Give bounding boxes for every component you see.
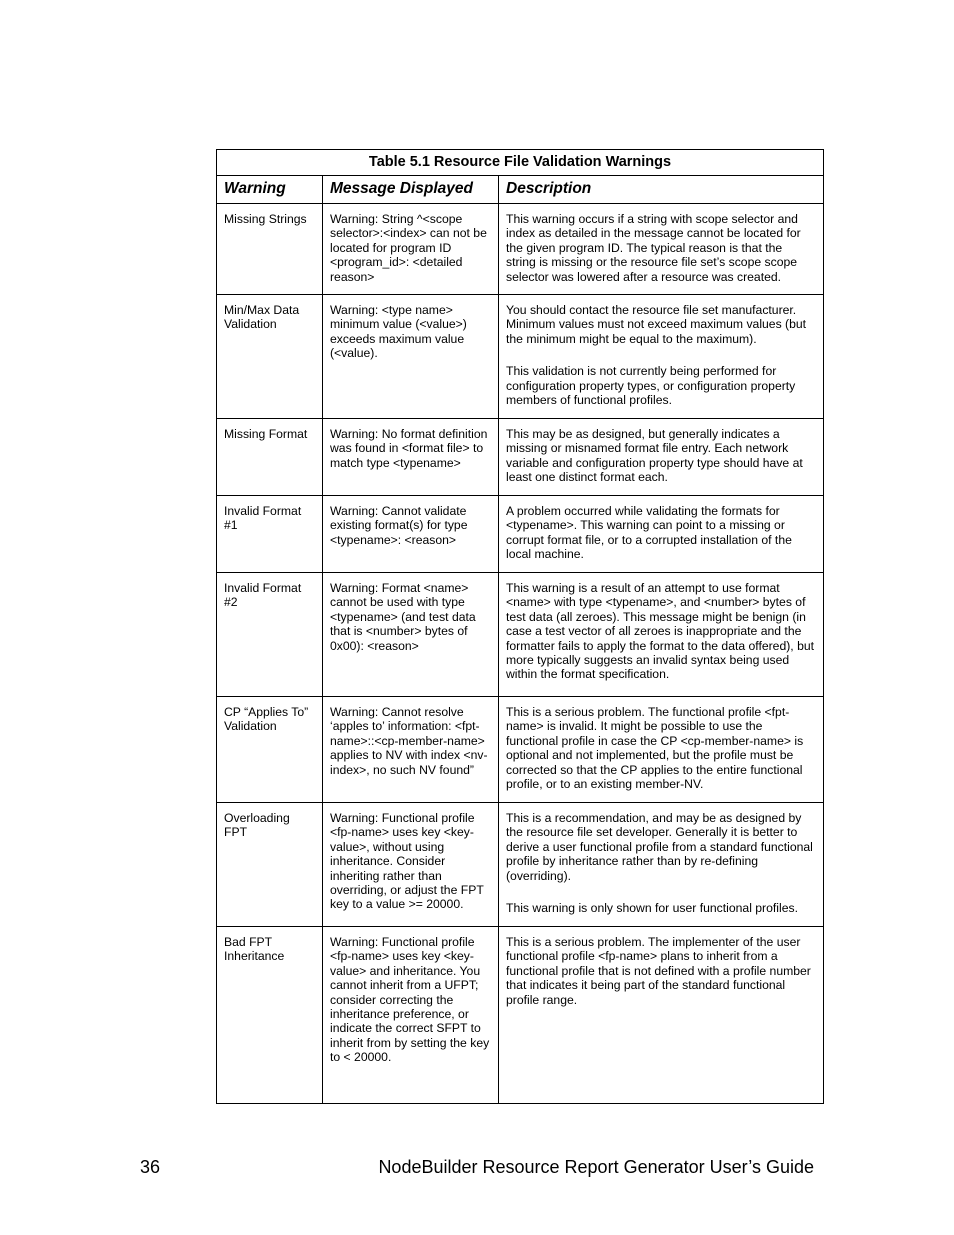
description-cell	[499, 573, 824, 697]
description-paragraph: This validation is not currently being performed for configuration property types, or configuration property members of functional profiles.	[506, 364, 796, 408]
table-row	[217, 803, 824, 927]
table-caption: Table 5.1 Resource File Validation Warnings	[217, 150, 824, 176]
table-row	[217, 496, 824, 573]
footer-title: NodeBuilder Resource Report Generator User’s Guide	[378, 1157, 814, 1177]
page-number: 36	[140, 1157, 161, 1177]
column-header-warning: Warning	[217, 176, 323, 204]
table-row	[217, 295, 824, 419]
message-cell: Warning: Functional profile <fp-name> uses key <key-value> and inheritance. You cannot inherit from a UFPT; consider correcting the inheritance preference, or indicate the correct SFPT to inherit from by setting the key to < 20000.	[323, 927, 499, 1104]
description-paragraph: This warning occurs if a string with scope selector and index as detailed in the message cannot be located for the given program ID. The typical reason is that the string is missing or the resource file set’s scope scope selector was lowered after a resource was created.	[506, 212, 801, 284]
table-row	[217, 927, 824, 1104]
description-cell	[499, 697, 824, 803]
description-paragraph: This warning is only shown for user functional profiles.	[506, 901, 798, 916]
table-row	[217, 697, 824, 803]
description-paragraph: A problem occurred while validating the formats for <typename>. This warning can point to a missing or corrupt format file, or to a corrupted installation of the local machine.	[506, 504, 792, 562]
table-row	[217, 204, 824, 295]
warning-cell: CP “Applies To” Validation	[217, 697, 323, 803]
column-header-description: Description	[499, 176, 824, 204]
warning-cell: Invalid Format #1	[217, 496, 323, 573]
description-cell	[499, 803, 824, 927]
description-paragraph: This may be as designed, but generally indicates a missing or misnamed format file entry. Each network variable and configuration property type should have at least one distinct format each.	[506, 427, 803, 485]
description-cell	[499, 295, 824, 419]
warning-cell: Overloading FPT	[217, 803, 323, 927]
warning-cell: Missing Strings	[217, 204, 323, 295]
validation-warnings-table	[216, 149, 824, 1104]
description-cell	[499, 419, 824, 496]
message-cell: Warning: String ^<scope selector>:<index> can not be located for program ID <program_id>: <detailed reason>	[323, 204, 499, 295]
warning-cell: Invalid Format #2	[217, 573, 323, 697]
description-paragraph: This is a serious problem. The implementer of the user functional profile <fp-name> plans to inherit from a functional profile that is not defined with a profile number that indicates it being part of the standard functional profile range.	[506, 935, 811, 1007]
description-paragraph: This warning is a result of an attempt to use format <name> with type <typename>, and <number> bytes of test data (all zeroes). This message might be benign (in case a test vector of all zeroes is inappropriate and the formatter fails to apply the format to the data offered), but more typically suggests an invalid syntax being used within the format specification.	[506, 581, 815, 682]
warning-cell: Missing Format	[217, 419, 323, 496]
message-cell: Warning: Cannot validate existing format(s) for type <typename>: <reason>	[323, 496, 499, 573]
description-cell	[499, 204, 824, 295]
description-paragraph: This is a recommendation, and may be as designed by the resource file set developer. Generally it is better to derive a user functional profile from a standard functional profile by inheritance rather than by re-defining (overriding).	[506, 811, 813, 883]
description-cell	[499, 927, 824, 1104]
column-header-message: Message Displayed	[323, 176, 499, 204]
description-paragraph: You should contact the resource file set manufacturer. Minimum values must not exceed maximum values (but the minimum might be equal to the maximum).	[506, 303, 807, 346]
message-cell: Warning: Format <name> cannot be used with type <typename> (and test data that is <number> bytes of 0x00): <reason>	[323, 573, 499, 697]
table-row	[217, 419, 824, 496]
description-paragraph: This is a serious problem. The functional profile <fpt-name> is invalid. It might be possible to use the functional profile in case the CP <cp-member-name> is optional and not implemented, but the profile must be corrected so that the CP applies to the entire functional profile, or to an existing member-NV.	[506, 705, 804, 792]
message-cell: Warning: No format definition was found in <format file> to match type <typename>	[323, 419, 499, 496]
message-cell: Warning: Functional profile <fp-name> uses key <key-value>, without using inheritance. Consider inheriting rather than overriding, or adjust the FPT key to a value >= 20000.	[323, 803, 499, 927]
description-cell	[499, 496, 824, 573]
warning-cell: Min/Max Data Validation	[217, 295, 323, 419]
message-cell: Warning: <type name> minimum value (<value>) exceeds maximum value (<value).	[323, 295, 499, 419]
table-row	[217, 573, 824, 697]
warning-cell: Bad FPT Inheritance	[217, 927, 323, 1104]
message-cell: Warning: Cannot resolve ‘apples to’ information: <fpt-name>::<cp-member-name> applies to NV with index <nv-index>, no such NV found”	[323, 697, 499, 803]
